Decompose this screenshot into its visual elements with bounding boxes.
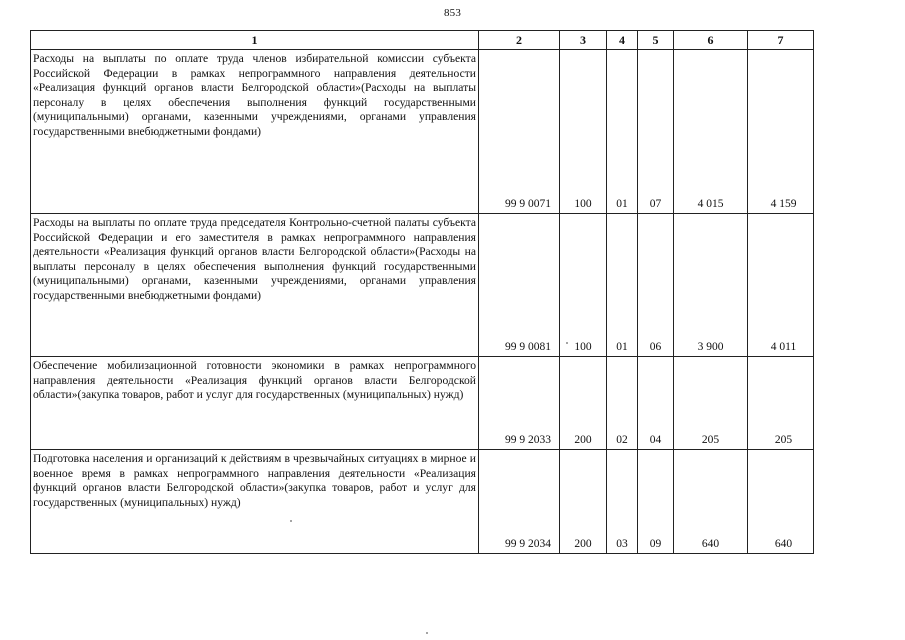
table-row <box>31 357 814 450</box>
budget-table <box>30 30 814 554</box>
table-header-row <box>31 31 814 50</box>
row-amount-col7: 640 <box>748 450 814 554</box>
scan-speck <box>290 520 292 522</box>
row-amount-col6: 640 <box>674 450 748 554</box>
row-subsection: 06 <box>638 214 674 357</box>
row-expense-type: 100 <box>560 50 607 214</box>
row-amount-col7: 205 <box>748 357 814 450</box>
column-header-3: 3 <box>560 31 607 50</box>
row-amount-col6: 4 015 <box>674 50 748 214</box>
column-header-4: 4 <box>607 31 638 50</box>
table-row <box>31 450 814 554</box>
row-target-code: 99 9 0081 <box>479 214 560 357</box>
row-amount-col6: 3 900 <box>674 214 748 357</box>
column-header-2: 2 <box>479 31 560 50</box>
row-amount-col6: 205 <box>674 357 748 450</box>
row-target-code: 99 9 2033 <box>479 357 560 450</box>
column-header-6: 6 <box>674 31 748 50</box>
row-description: Расходы на выплаты по оплате труда членов избирательной комиссии субъекта Российской Федерации в рамках непрограммного направления деятельности «Реализация функций органов власти Белгородской области»(Расходы на выплаты персоналу в целях обеспечения выполнения функций государственными (муниципальными) органами, казенными учреждениями, органами управления государственными внебюджетными фондами) <box>31 50 479 214</box>
page-number: 853 <box>443 7 462 19</box>
row-expense-type: 200 <box>560 450 607 554</box>
row-expense-type: 200 <box>560 357 607 450</box>
scan-speck <box>566 342 568 344</box>
scan-speck <box>426 632 428 634</box>
row-section: 01 <box>607 50 638 214</box>
row-amount-col7: 4 011 <box>748 214 814 357</box>
column-header-5: 5 <box>638 31 674 50</box>
row-expense-type: 100 <box>560 214 607 357</box>
table-row <box>31 50 814 214</box>
row-subsection: 04 <box>638 357 674 450</box>
row-section: 01 <box>607 214 638 357</box>
row-subsection: 07 <box>638 50 674 214</box>
column-header-7: 7 <box>748 31 814 50</box>
table-row <box>31 214 814 357</box>
row-description: Расходы на выплаты по оплате труда председателя Контрольно-счетной палаты субъекта Российской Федерации и его заместителя в рамках непрограммного направления деятельности «Реализация функций органов власти Белгородской области»(Расходы на выплаты персоналу в целях обеспечения выполнения функций государственными (муниципальными) органами, казенными учреждениями, органами управления государственными внебюджетными фондами) <box>31 214 479 357</box>
row-amount-col7: 4 159 <box>748 50 814 214</box>
row-target-code: 99 9 0071 <box>479 50 560 214</box>
row-target-code: 99 9 2034 <box>479 450 560 554</box>
row-section: 03 <box>607 450 638 554</box>
row-description: Подготовка населения и организаций к действиям в чрезвычайных ситуациях в мирное и военное время в рамках непрограммного направления деятельности «Реализация функций органов власти Белгородской области»(закупка товаров, работ и услуг для государственных (муниципальных) нужд) <box>31 450 479 554</box>
row-description: Обеспечение мобилизационной готовности экономики в рамках непрограммного направления деятельности «Реализация функций органов власти Белгородской области»(закупка товаров, работ и услуг для государственных (муниципальных) нужд) <box>31 357 479 450</box>
column-header-1: 1 <box>31 31 479 50</box>
row-section: 02 <box>607 357 638 450</box>
row-subsection: 09 <box>638 450 674 554</box>
